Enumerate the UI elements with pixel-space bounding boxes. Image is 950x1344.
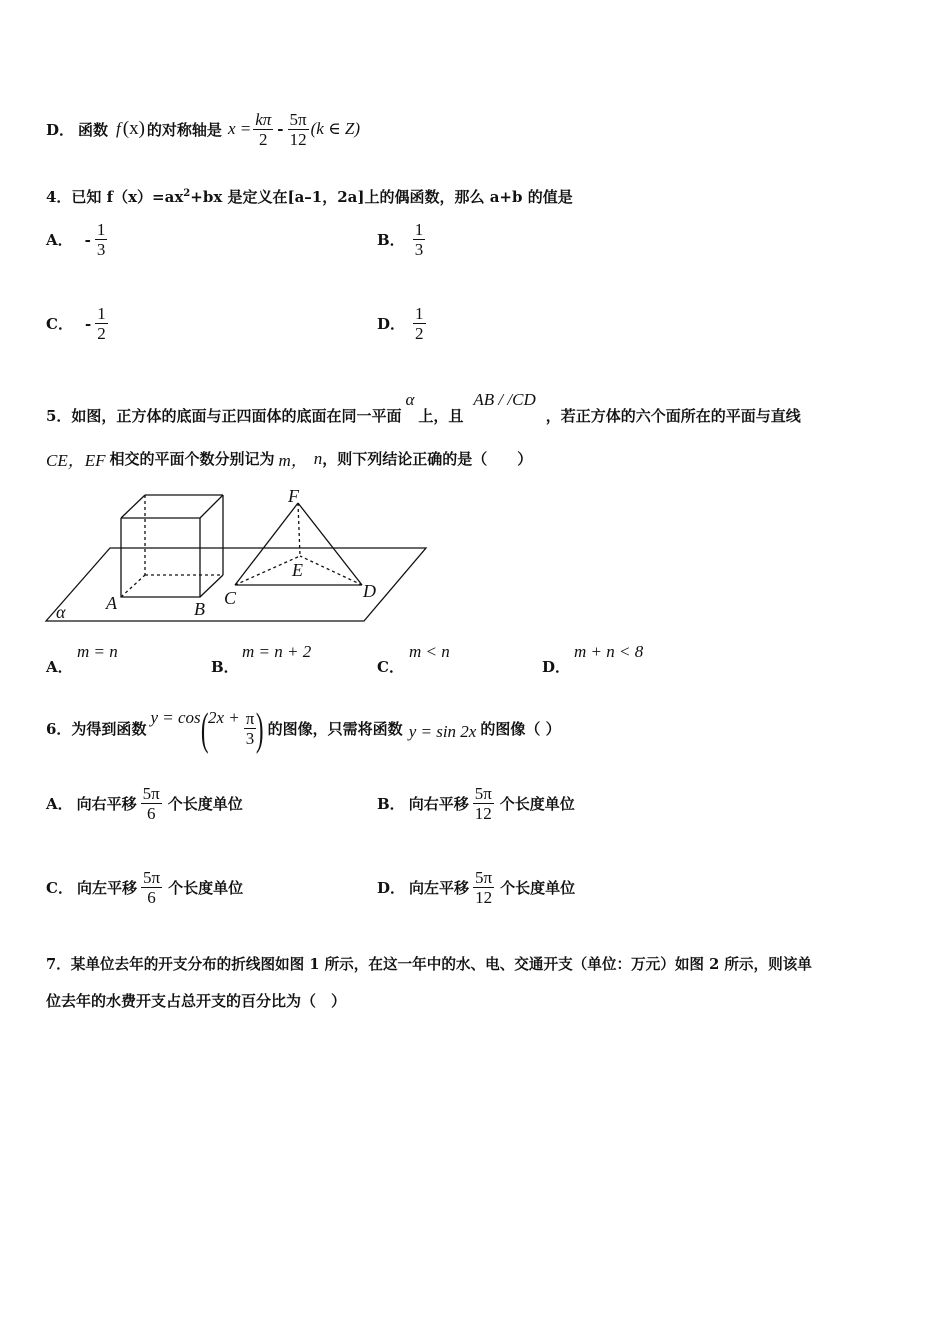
- option-letter: B．: [377, 795, 405, 813]
- q6-text: 的图像，只需将函数: [267, 719, 403, 738]
- cube-edge: [200, 575, 223, 597]
- option-expr: m = n + 2: [242, 642, 312, 661]
- var-m: m，: [278, 451, 308, 470]
- option-letter: C．: [377, 658, 404, 676]
- q6-option-d[interactable]: [377, 868, 575, 907]
- option-pre: 向右平移: [76, 795, 137, 813]
- label-a: A: [106, 593, 117, 613]
- denominator: 3: [96, 240, 106, 259]
- cube-tetrahedron-figure: [0, 0, 950, 640]
- cube-edge: [200, 495, 223, 518]
- fraction: [473, 784, 494, 823]
- option-letter: D．: [377, 315, 406, 333]
- option-letter: A．: [46, 231, 73, 249]
- numerator: 5π: [474, 784, 492, 803]
- label-f: F: [288, 486, 299, 506]
- fraction: [473, 868, 494, 907]
- denominator: 6: [147, 888, 156, 907]
- exponent: 2: [183, 188, 191, 199]
- q6-option-a[interactable]: [46, 784, 243, 823]
- fraction: [141, 868, 162, 907]
- q5-text: ，则下列结论正确的是（ ）: [322, 450, 533, 468]
- denominator: 6: [146, 804, 156, 823]
- denominator: 2: [97, 324, 106, 343]
- q6-text: 6．为得到函数: [46, 719, 147, 738]
- fraction: [141, 784, 162, 823]
- ab-parallel-cd: AB / /CD: [473, 390, 536, 409]
- q3d-text1: 函数: [78, 120, 109, 139]
- q4-stem-a: 4．已知 f（x）=ax: [46, 188, 184, 206]
- label-e: E: [292, 560, 303, 580]
- q7-stem-line2: 位去年的水费开支占总开支的百分比为（ ）: [46, 992, 347, 1010]
- numerator: kπ: [255, 109, 272, 129]
- numerator: 1: [415, 304, 424, 323]
- label-d: D: [363, 581, 376, 601]
- option-letter: B．: [377, 231, 405, 249]
- q3d-text2: 的对称轴是: [146, 120, 222, 139]
- option-pre: 向左平移: [409, 879, 470, 897]
- option-expr: m + n < 8: [574, 642, 644, 661]
- denominator: 2: [259, 129, 268, 149]
- fx-symbol: f: [116, 119, 121, 138]
- sign: -: [84, 314, 92, 333]
- numerator: 1: [414, 220, 424, 239]
- sign: -: [84, 230, 91, 249]
- label-c: C: [224, 588, 237, 608]
- option-post: 个长度单位: [168, 879, 244, 897]
- q4-stem-b: +bx 是定义在[a–1，2a]上的偶函数，那么 a+b 的值是: [190, 188, 573, 206]
- q5-text: 相交的平面个数分别记为: [109, 450, 275, 468]
- q6-option-c[interactable]: [46, 868, 243, 907]
- numerator: 5π: [142, 784, 160, 803]
- option-post: 个长度单位: [499, 795, 575, 813]
- numerator: 1: [97, 304, 106, 323]
- label-b: B: [194, 599, 205, 619]
- option-post: 个长度单位: [167, 795, 243, 813]
- label-alpha: α: [56, 602, 66, 622]
- q6-option-b[interactable]: [377, 784, 575, 823]
- option-letter: A．: [46, 658, 73, 676]
- y-sin-2x: y = sin 2x: [408, 722, 477, 741]
- option-pre: 向左平移: [76, 879, 137, 897]
- option-letter: D．: [542, 658, 571, 676]
- option-letter: C．: [46, 879, 73, 897]
- fraction-pi-over-3: [244, 709, 257, 748]
- lines-ce-ef: CE，EF: [46, 451, 106, 470]
- q6-text: 的图像（ ）: [480, 719, 561, 738]
- q6-stem: [46, 702, 561, 754]
- option-expr: m = n: [77, 642, 118, 661]
- denominator: 12: [474, 804, 492, 823]
- q7-stem-line1: 7．某单位去年的开支分布的折线图如图 1 所示，在这一年中的水、电、交通开支（单位：万元）如图 2 所示，则该单: [46, 956, 812, 973]
- option-letter: B．: [211, 658, 239, 676]
- right-paren: ): [256, 702, 264, 754]
- option-letter: C．: [46, 315, 73, 333]
- tetra-hidden-de: [300, 556, 362, 585]
- denominator: 12: [475, 888, 493, 907]
- numerator: 1: [96, 220, 106, 239]
- numerator: 5π: [142, 868, 161, 887]
- left-paren: (: [200, 702, 209, 754]
- y-cos: y = cos: [150, 708, 201, 727]
- q5-text: 5．如图，正方体的底面与正四面体的底面在同一平面: [46, 407, 402, 425]
- alpha-symbol: α: [405, 390, 415, 409]
- fx-arg: (x): [122, 118, 145, 139]
- cube-hidden-edge: [121, 575, 145, 597]
- tetra-hidden-ce: [235, 556, 300, 585]
- option-letter: D．: [46, 120, 75, 139]
- denominator: 3: [245, 728, 255, 748]
- option-pre: 向右平移: [408, 795, 469, 813]
- tetra-edge-fc: [235, 503, 298, 585]
- option-letter: D．: [377, 879, 406, 897]
- tetra-edge-fd: [298, 503, 362, 585]
- numerator: 5π: [475, 868, 493, 887]
- q5-text: 上，且: [418, 407, 464, 425]
- two-x-plus: 2x +: [207, 708, 240, 727]
- option-expr: m < n: [409, 642, 450, 661]
- var-n: n: [313, 448, 323, 468]
- minus-sign: -: [277, 120, 284, 138]
- k-condition: (k ∈ Z): [310, 119, 361, 138]
- numerator: 5π: [289, 109, 307, 129]
- option-post: 个长度单位: [500, 879, 576, 897]
- denominator: 3: [414, 240, 424, 259]
- denominator: 12: [289, 129, 307, 149]
- denominator: 2: [415, 324, 424, 343]
- cube-edge: [121, 495, 145, 518]
- x-equals: x =: [227, 119, 252, 138]
- numerator: π: [245, 708, 255, 728]
- q5-text: ，若正方体的六个面所在的平面与直线: [545, 407, 801, 425]
- option-letter: A．: [46, 795, 73, 813]
- cube-front-face: [121, 518, 200, 597]
